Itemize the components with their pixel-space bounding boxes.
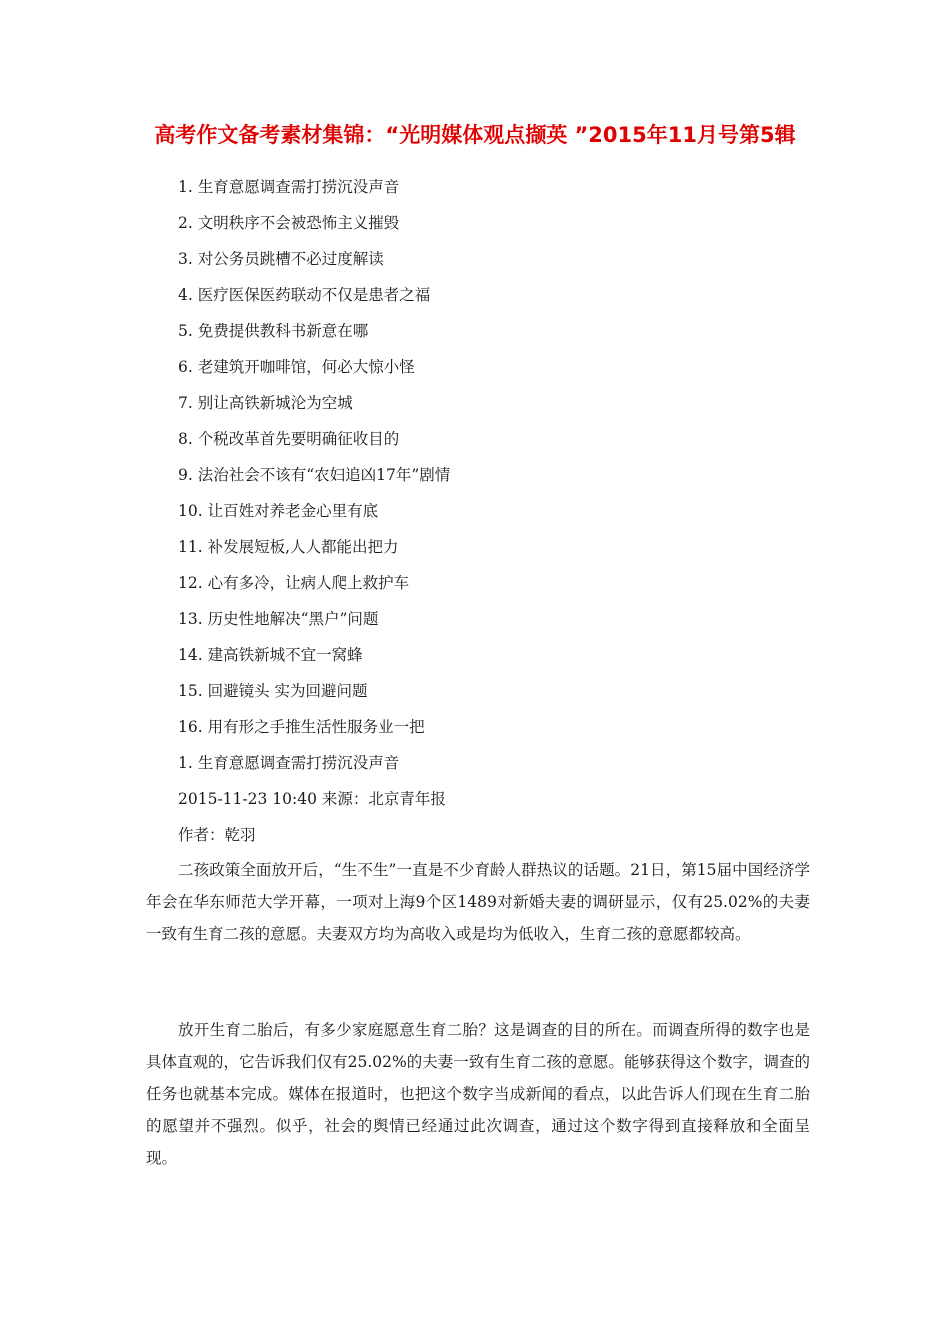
toc-item: 8. 个税改革首先要明确征收目的 — [178, 430, 400, 448]
article-author: 作者：乾羽 — [178, 826, 256, 844]
toc-item: 13. 历史性地解决“黑户”问题 — [178, 610, 379, 628]
toc-item: 2. 文明秩序不会被恐怖主义摧毁 — [178, 214, 400, 232]
toc-item: 1. 生育意愿调查需打捞沉没声音 — [178, 178, 400, 196]
toc-item: 14. 建高铁新城不宜一窝蜂 — [178, 646, 363, 664]
toc-item: 9. 法治社会不该有“农妇追凶17年”剧情 — [178, 466, 451, 484]
toc-item: 10. 让百姓对养老金心里有底 — [178, 502, 379, 520]
toc-item: 11. 补发展短板,人人都能出把力 — [178, 538, 399, 556]
document-title: 高考作文备考素材集锦：“光明媒体观点撷英 ”2015年11月号第5辑 — [154, 123, 796, 147]
article-paragraph: 放开生育二胎后，有多少家庭愿意生育二胎？这是调查的目的所在。而调查所得的数字也是具体直观的，它告诉我们仅有25.02%的夫妻一致有生育二孩的意愿。能够获得这个数字，调查的任务也就基本完成。媒体在报道时，也把这个数字当成新闻的看点，以此告诉人们现在生育二胎的愿望并不强烈。似乎，社会的舆情已经通过此次调查，通过这个数字得到直接释放和全面呈现。 — [146, 1021, 810, 1167]
article-heading: 1. 生育意愿调查需打捞沉没声音 — [178, 754, 400, 772]
toc-item: 3. 对公务员跳槽不必过度解读 — [178, 250, 384, 268]
toc-item: 6. 老建筑开咖啡馆，何必大惊小怪 — [178, 358, 415, 376]
toc-item: 4. 医疗医保医药联动不仅是患者之福 — [178, 286, 431, 304]
toc-item: 7. 别让高铁新城沦为空城 — [178, 394, 353, 412]
toc-item: 15. 回避镜头 实为回避问题 — [178, 682, 368, 700]
article-dateline: 2015-11-23 10:40 来源：北京青年报 — [178, 790, 446, 808]
toc-item: 12. 心有多冷，让病人爬上救护车 — [178, 574, 410, 592]
toc-item: 16. 用有形之手推生活性服务业一把 — [178, 718, 425, 736]
toc-item: 5. 免费提供教科书新意在哪 — [178, 322, 369, 340]
article-paragraph: 二孩政策全面放开后，“生不生”一直是不少育龄人群热议的话题。21日，第15届中国经济学年会在华东师范大学开幕，一项对上海9个区1489对新婚夫妻的调研显示，仅有25.02%的夫妻一致有生育二孩的意愿。夫妻双方均为高收入或是均为低收入，生育二孩的意愿都较高。 — [146, 861, 810, 943]
table-of-contents — [178, 174, 450, 750]
